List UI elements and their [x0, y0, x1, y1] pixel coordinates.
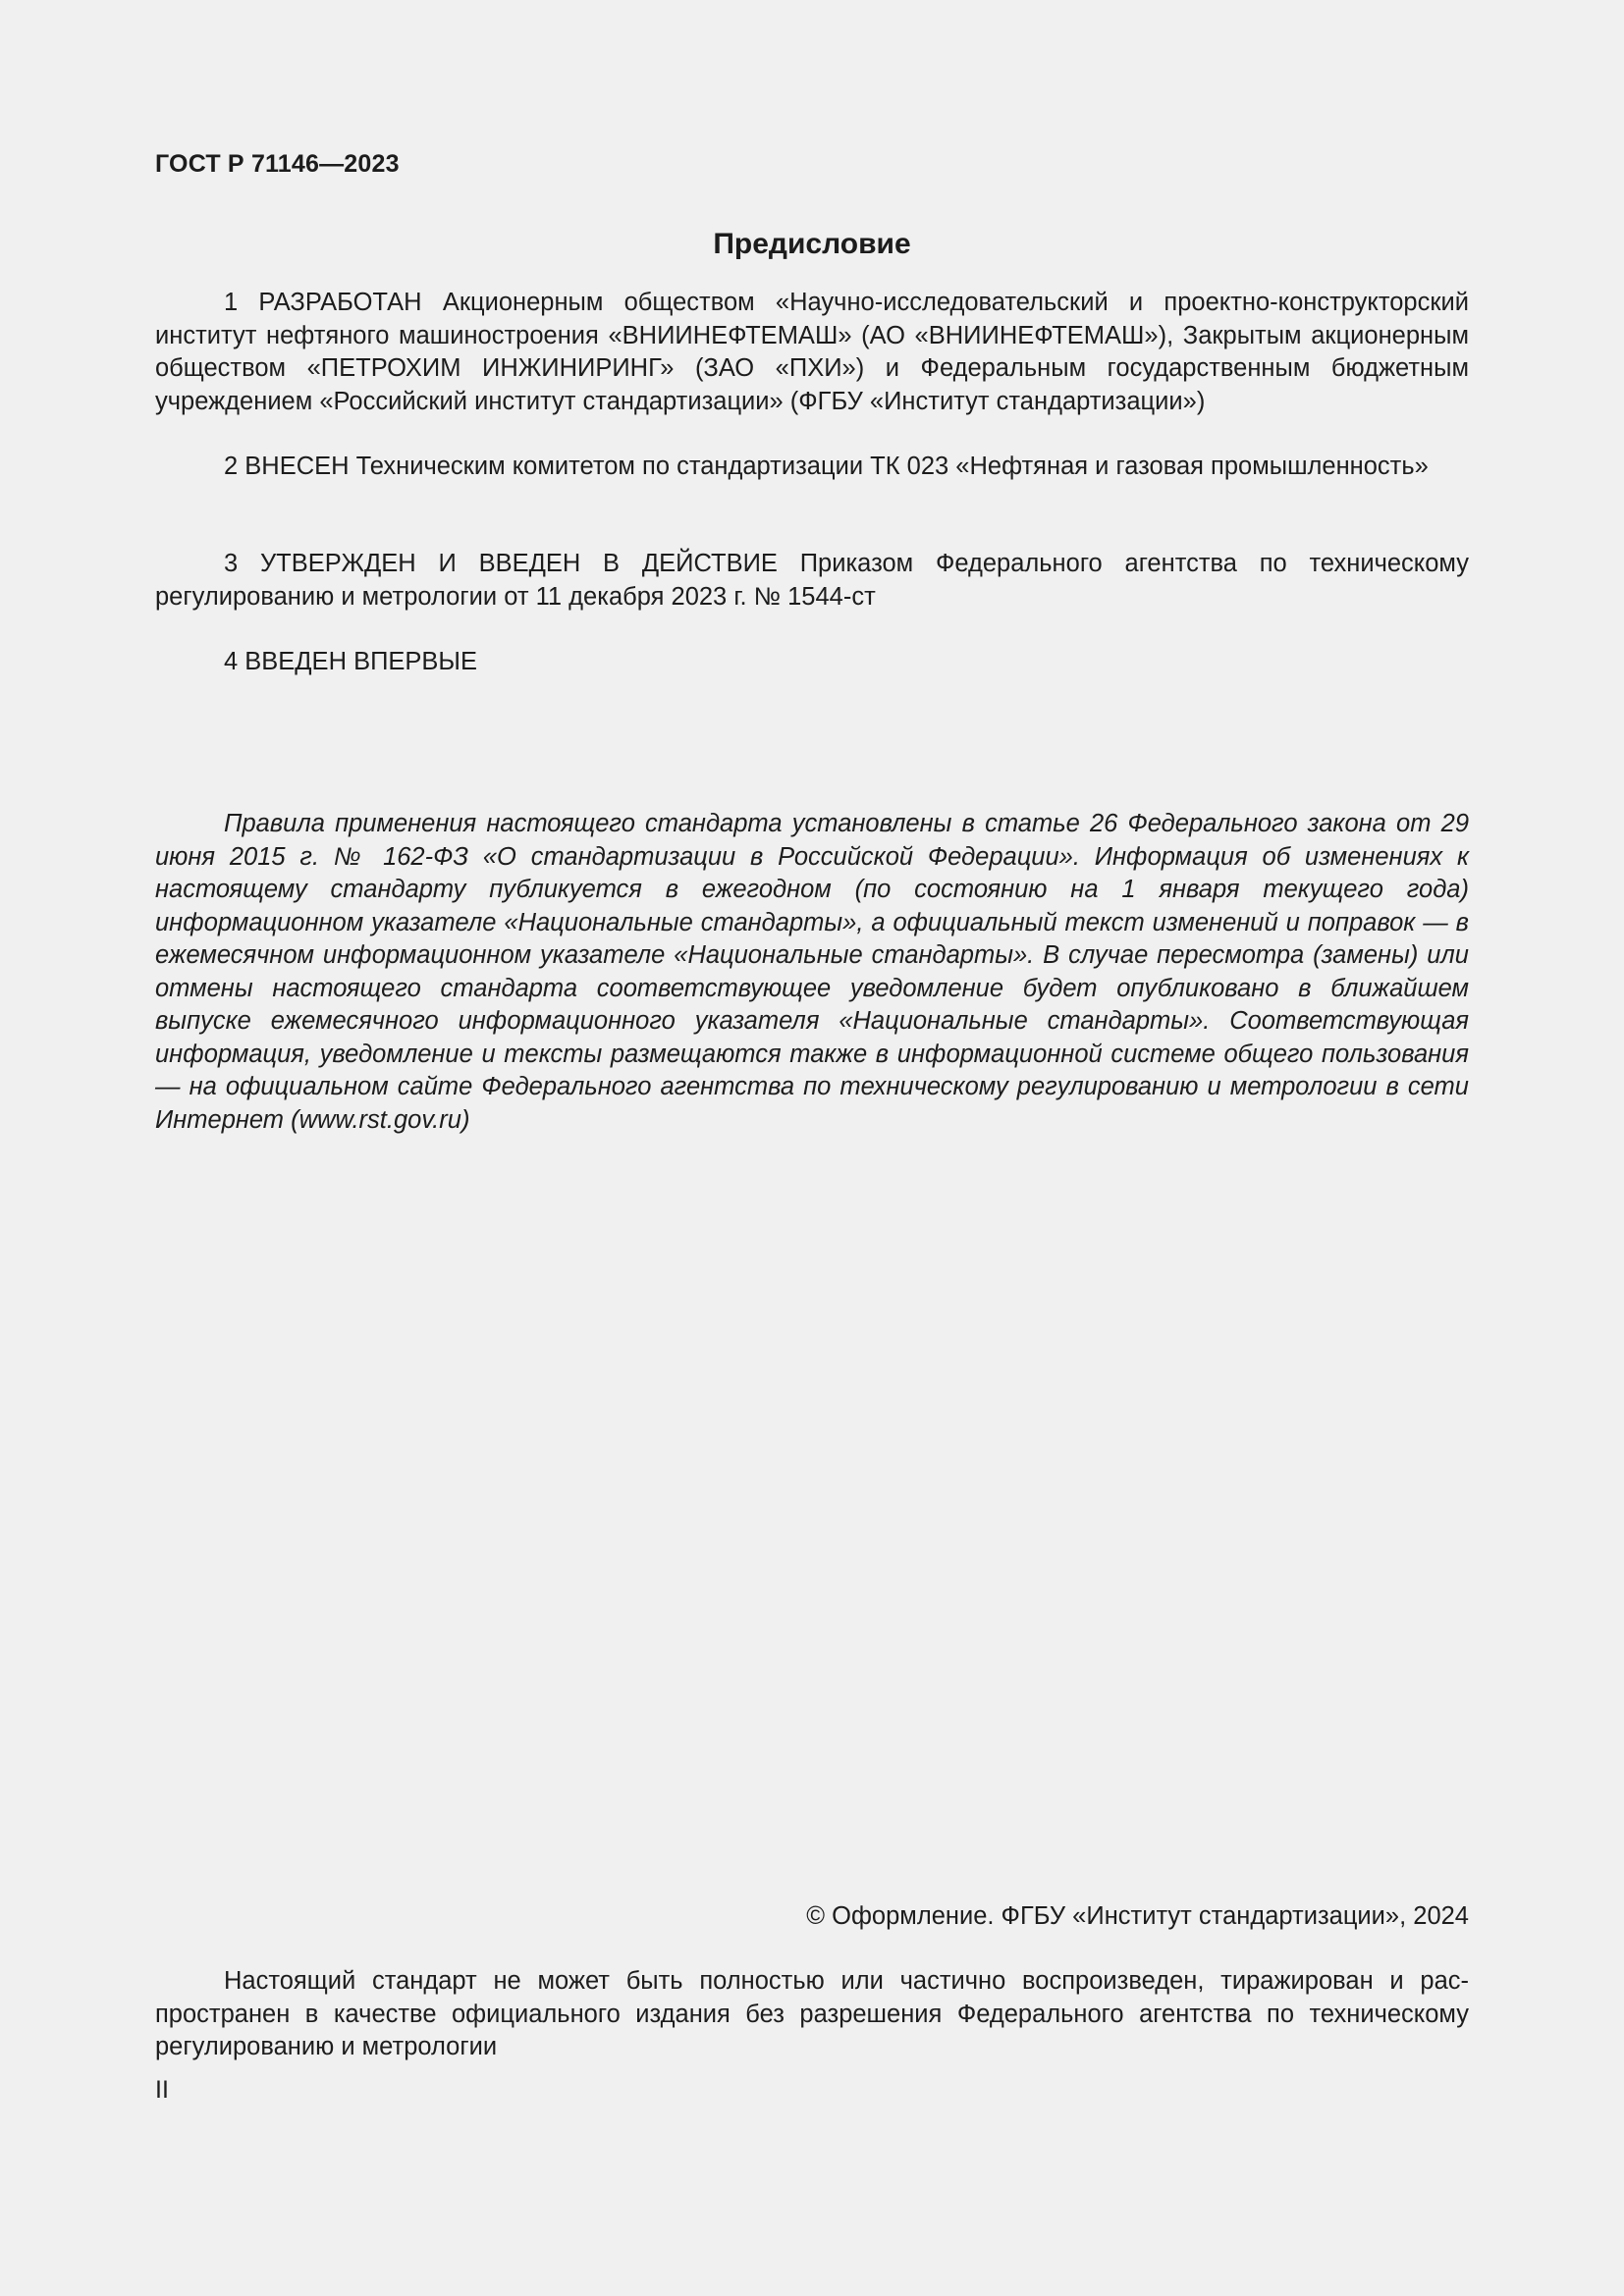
- preface-item-4: 4 ВВЕДЕН ВПЕРВЫЕ: [224, 648, 478, 675]
- preface-item-3: 3 УТВЕРЖДЕН И ВВЕДЕН В ДЕЙСТВИЕ Приказом Федерального агентства по техническому регулированию и метрологии от 11 декабря 2023 г. № 1544-ст: [155, 550, 1469, 611]
- rules-notice: Правила применения настоящего стандарта установлены в статье 26 Федерального закона от 29 июня 2015 г. № 162-ФЗ «О стандартизации в Российской Федерации». Информация об изменениях к настоящему стандарту публикуется в ежегодном (по состоянию на 1 января текущего года) информационном указателе «Национальные стандарты», а официальный текст изменений и поправок — в ежемесячном информационном указателе «Национальные стандарты». В случае пересмотра (замены) или отмены настоящего стандарта соответствующее уведомление будет опубликовано в ближайшем выпуске ежемесячного информационного указателя «Национальные стандарты». Соответствующая информация, уведомление и тексты размещаются также в информационной системе общего пользования — на официальном сайте Федерального агентства по техническому регулированию и метрологии в сети Интернет (www.rst.gov.ru): [155, 810, 1469, 1134]
- standard-id: ГОСТ Р 71146—2023: [155, 150, 400, 178]
- page-number: II: [155, 2076, 169, 2104]
- preface-item-2: 2 ВНЕСЕН Техническим комитетом по стандартизации ТК 023 «Нефтяная и газовая промышленность»: [224, 453, 1429, 480]
- reproduction-notice: Настоящий стандарт не может быть полностью или частично воспроизведен, тиражирован и распространен в качестве официального издания без разрешения Федерального агентства по техническому регулированию и метрологии: [155, 1967, 1469, 2060]
- document-page: [155, 0, 1469, 2296]
- preface-title: Предисловие: [713, 228, 911, 260]
- preface-item-1: 1 РАЗРАБОТАН Акционерным обществом «Научно-исследовательский и проектно-конструкторский институт нефтяного машиностроения «ВНИИНЕФТЕМАШ» (АО «ВНИИНЕФТЕМАШ»), Закрытым акционерным обществом «ПЕТРОХИМ ИНЖИНИРИНГ» (ЗАО «ПХИ») и Федеральным государственным бюджетным учреждением «Российский институт стандартизации» (ФГБУ «Институт стандартизации»): [155, 289, 1469, 415]
- copyright-line: © Оформление. ФГБУ «Институт стандартизации», 2024: [806, 1902, 1469, 1930]
